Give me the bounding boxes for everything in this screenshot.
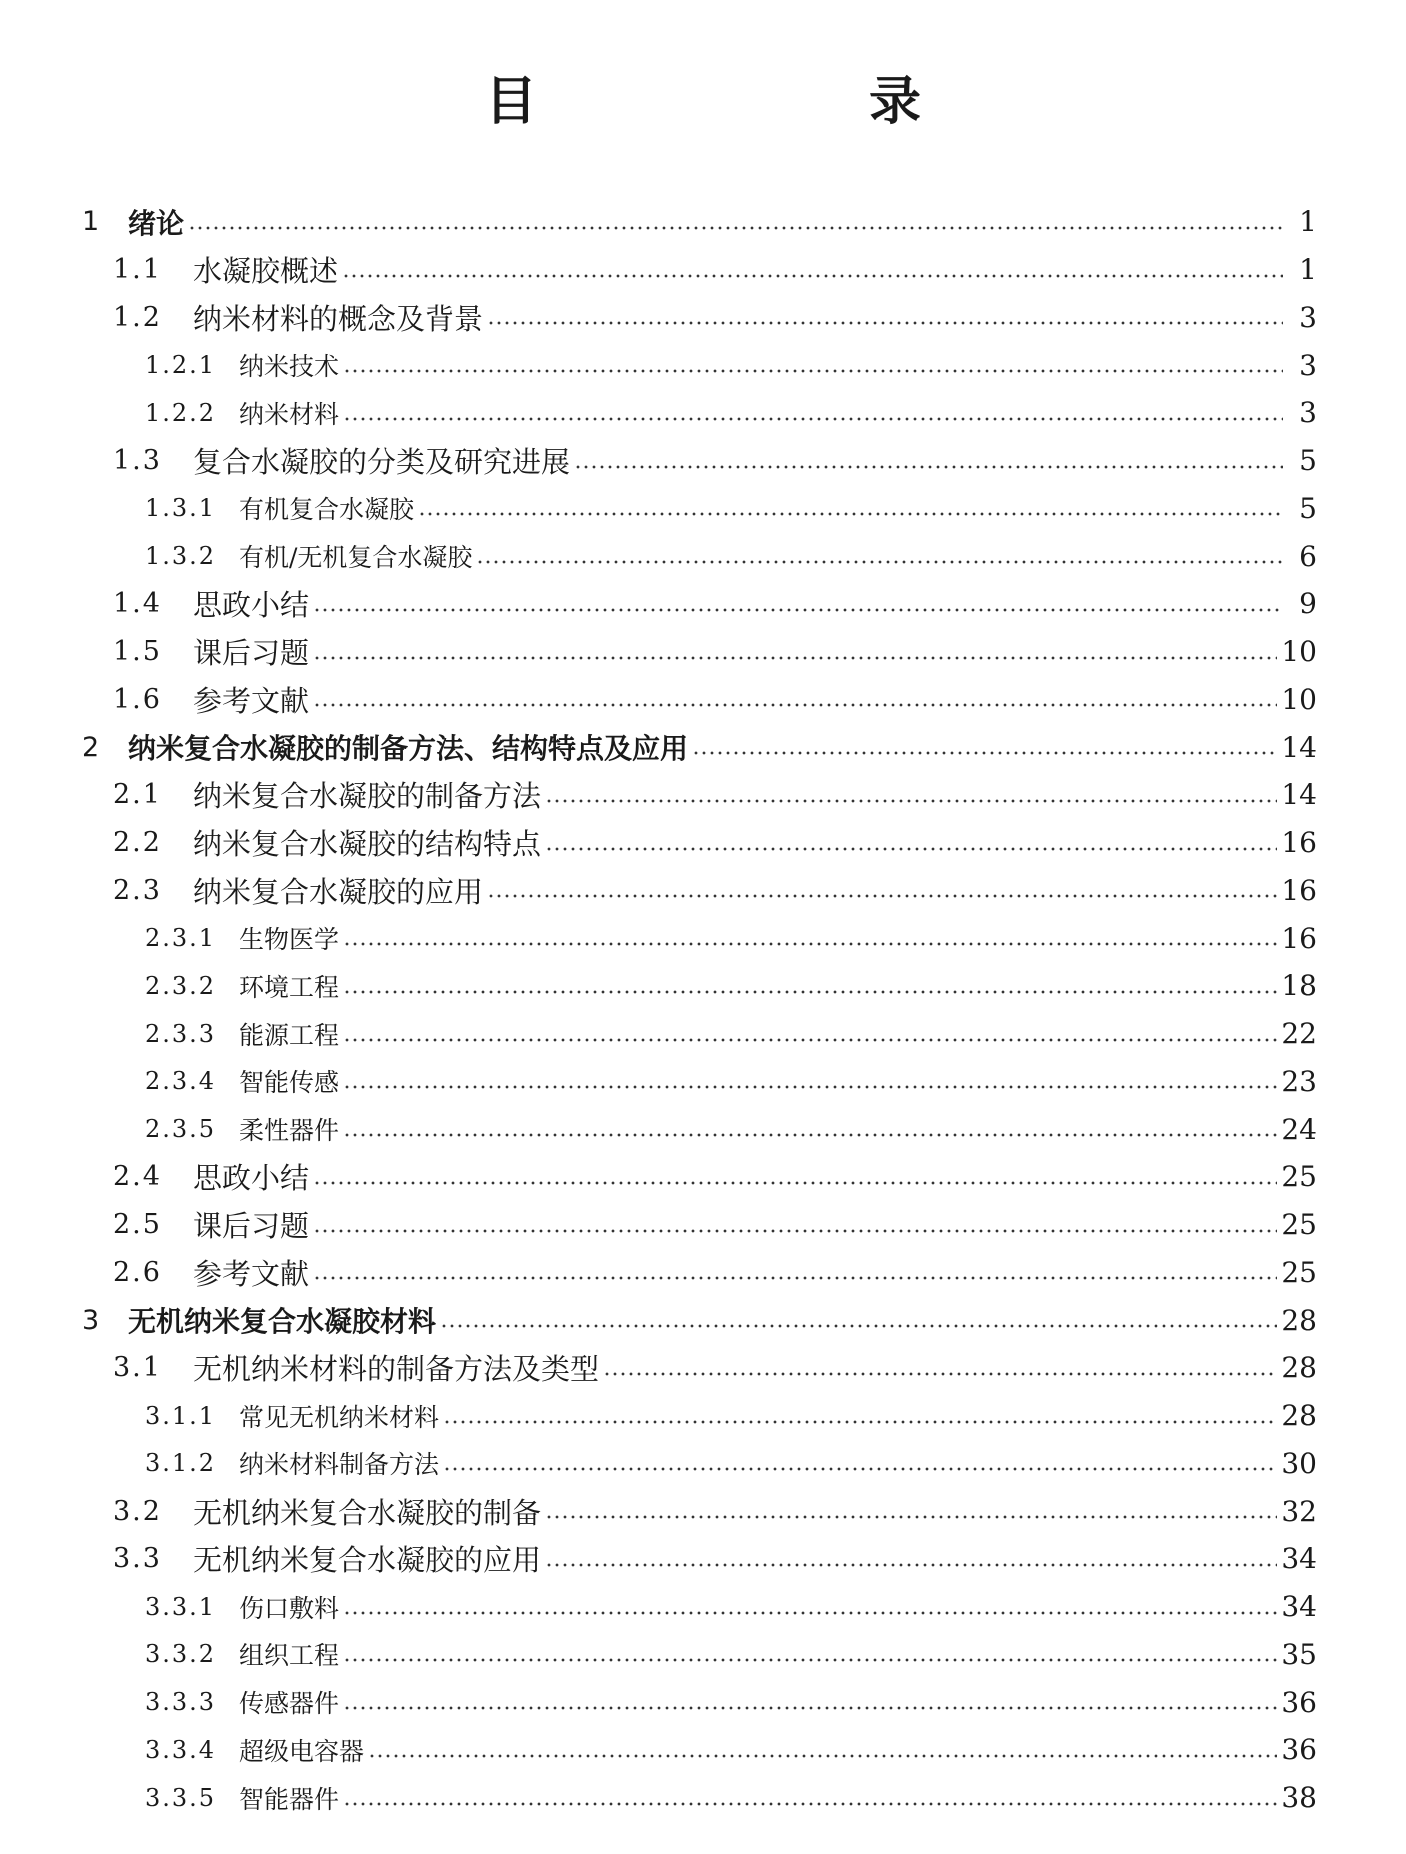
toc-entry-title: 传感器件 [239, 1689, 340, 1719]
toc-entry[interactable] [0, 532, 1406, 580]
toc-entry-page-number: 24 [1281, 1112, 1317, 1146]
toc-entry-number: 2.2 [113, 827, 162, 859]
dot-leader [476, 560, 1283, 564]
toc-entry-page-number: 35 [1281, 1637, 1317, 1671]
toc-entry[interactable] [0, 580, 1406, 628]
toc-entry[interactable] [0, 1583, 1406, 1631]
toc-entry-title: 绪论 [128, 206, 185, 240]
toc-entry-title: 无机纳米复合水凝胶的制备 [193, 1495, 542, 1530]
dot-leader [188, 226, 1283, 230]
toc-entry-title: 纳米复合水凝胶的制备方法 [193, 779, 542, 814]
toc-entry-page-number: 25 [1281, 1208, 1317, 1242]
toc-entry-number: 2 [82, 731, 100, 763]
toc-entry-page-number: 3 [1299, 348, 1317, 382]
toc-entry-page-number: 34 [1281, 1542, 1317, 1576]
toc-entry[interactable] [0, 1249, 1406, 1297]
toc-entry-title: 生物医学 [239, 925, 340, 955]
toc-entry-title: 有机/无机复合水凝胶 [239, 543, 473, 573]
toc-entry-page-number: 34 [1281, 1590, 1317, 1624]
toc-entry-number: 2.5 [113, 1209, 162, 1241]
toc-entry-title: 能源工程 [239, 1020, 340, 1050]
toc-entry-number: 1.4 [113, 588, 162, 620]
dot-leader [343, 1038, 1277, 1042]
toc-entry-page-number: 38 [1281, 1781, 1317, 1815]
dot-leader [545, 847, 1277, 851]
toc-entry-number: 2.1 [113, 779, 162, 811]
toc-entry-number: 2.3 [113, 874, 162, 906]
dot-leader [487, 894, 1277, 898]
toc-entry-title: 纳米材料制备方法 [239, 1450, 440, 1480]
toc-entry-page-number: 10 [1281, 682, 1317, 716]
toc-entry-title: 纳米技术 [239, 352, 340, 382]
dot-leader [487, 321, 1283, 325]
toc-entry[interactable] [0, 1201, 1406, 1249]
dot-leader [343, 1706, 1277, 1710]
toc-entry[interactable] [0, 1678, 1406, 1726]
toc-entry[interactable] [0, 1487, 1406, 1535]
toc-entry-number: 1.6 [113, 683, 162, 715]
table-of-contents [0, 198, 1406, 1822]
toc-entry-number: 3.3.5 [145, 1783, 217, 1812]
dot-leader [313, 608, 1283, 612]
toc-entry[interactable] [0, 819, 1406, 867]
toc-entry-title: 无机纳米复合水凝胶的应用 [193, 1543, 542, 1578]
toc-entry-title: 纳米材料 [239, 399, 340, 429]
toc-entry-number: 1.2.2 [145, 398, 217, 427]
dot-leader [313, 1181, 1277, 1185]
toc-entry-number: 3.1.2 [145, 1449, 217, 1478]
toc-entry[interactable] [0, 1774, 1406, 1822]
toc-entry-title: 思政小结 [193, 588, 310, 623]
toc-entry-title: 超级电容器 [239, 1736, 365, 1766]
toc-entry[interactable] [0, 246, 1406, 294]
page-title: 目 录 [484, 72, 1061, 132]
toc-entry-page-number: 14 [1281, 778, 1317, 812]
toc-entry-title: 纳米复合水凝胶的制备方法、结构特点及应用 [128, 732, 689, 766]
dot-leader [343, 990, 1277, 994]
dot-leader [343, 1802, 1277, 1806]
dot-leader [343, 1658, 1277, 1662]
toc-entry-number: 1.3 [113, 445, 162, 477]
toc-entry-page-number: 28 [1281, 1303, 1317, 1337]
toc-entry-page-number: 3 [1299, 396, 1317, 430]
toc-entry-title: 有机复合水凝胶 [239, 495, 415, 525]
toc-entry-page-number: 6 [1299, 539, 1317, 573]
dot-leader [343, 1133, 1277, 1137]
toc-entry-title: 纳米复合水凝胶的结构特点 [193, 827, 542, 862]
dot-leader [603, 1372, 1277, 1376]
dot-leader [443, 1467, 1277, 1471]
toc-entry-page-number: 25 [1281, 1255, 1317, 1289]
toc-entry[interactable] [0, 389, 1406, 437]
dot-leader [418, 512, 1283, 516]
toc-entry-page-number: 36 [1281, 1685, 1317, 1719]
toc-entry-page-number: 28 [1281, 1351, 1317, 1385]
toc-entry-title: 课后习题 [193, 1209, 310, 1244]
toc-entry-page-number: 25 [1281, 1160, 1317, 1194]
toc-entry[interactable] [0, 723, 1406, 771]
toc-entry[interactable] [0, 1010, 1406, 1058]
toc-entry-title: 无机纳米材料的制备方法及类型 [193, 1352, 600, 1387]
toc-entry-page-number: 1 [1299, 253, 1317, 287]
toc-entry[interactable] [0, 1726, 1406, 1774]
toc-entry-number: 3.2 [113, 1495, 162, 1527]
toc-entry[interactable] [0, 1058, 1406, 1106]
toc-entry-number: 2.6 [113, 1256, 162, 1288]
toc-entry-title: 参考文献 [193, 1256, 310, 1291]
toc-entry[interactable] [0, 437, 1406, 485]
toc-entry[interactable] [0, 1344, 1406, 1392]
toc-entry[interactable] [0, 341, 1406, 389]
toc-entry-title: 参考文献 [193, 683, 310, 718]
toc-entry[interactable] [0, 1296, 1406, 1344]
toc-entry-number: 3.3 [113, 1543, 162, 1575]
toc-entry-number: 3 [82, 1304, 100, 1336]
dot-leader [313, 703, 1277, 707]
toc-entry-number: 2.3.4 [145, 1067, 217, 1096]
toc-entry[interactable] [0, 867, 1406, 915]
toc-entry-page-number: 23 [1281, 1064, 1317, 1098]
toc-entry-number: 3.3.1 [145, 1592, 217, 1621]
toc-entry-title: 柔性器件 [239, 1116, 340, 1146]
toc-entry[interactable] [0, 1153, 1406, 1201]
dot-leader [545, 799, 1277, 803]
toc-entry-page-number: 22 [1281, 1017, 1317, 1051]
toc-entry[interactable] [0, 771, 1406, 819]
toc-entry[interactable] [0, 676, 1406, 724]
toc-entry[interactable] [0, 628, 1406, 676]
dot-leader [343, 369, 1283, 373]
toc-entry-page-number: 3 [1299, 300, 1317, 334]
toc-entry-page-number: 9 [1299, 587, 1317, 621]
toc-entry-title: 课后习题 [193, 636, 310, 671]
toc-entry-page-number: 18 [1281, 969, 1317, 1003]
dot-leader [574, 465, 1283, 469]
toc-entry-page-number: 28 [1281, 1399, 1317, 1433]
toc-entry[interactable] [0, 1392, 1406, 1440]
toc-entry-number: 3.1 [113, 1352, 162, 1384]
toc-entry[interactable] [0, 1440, 1406, 1488]
toc-entry[interactable] [0, 962, 1406, 1010]
toc-entry[interactable] [0, 1631, 1406, 1679]
toc-entry-title: 思政小结 [193, 1161, 310, 1196]
toc-entry-number: 1 [82, 206, 100, 238]
dot-leader [343, 1085, 1277, 1089]
dot-leader [313, 656, 1277, 660]
toc-entry-number: 2.3.2 [145, 971, 217, 1000]
toc-entry-number: 3.3.3 [145, 1688, 217, 1717]
toc-entry-number: 1.3.2 [145, 542, 217, 571]
toc-entry-number: 2.4 [113, 1161, 162, 1193]
toc-entry-page-number: 5 [1299, 491, 1317, 525]
toc-entry-title: 智能器件 [239, 1784, 340, 1814]
toc-entry-title: 智能传感 [239, 1068, 340, 1098]
toc-entry-page-number: 30 [1281, 1446, 1317, 1480]
toc-entry-page-number: 16 [1281, 921, 1317, 955]
toc-entry-page-number: 32 [1281, 1494, 1317, 1528]
toc-entry-number: 1.3.1 [145, 494, 217, 523]
dot-leader [545, 1515, 1277, 1519]
toc-entry-title: 纳米复合水凝胶的应用 [193, 874, 484, 909]
toc-entry-title: 无机纳米复合水凝胶材料 [128, 1305, 437, 1339]
toc-entry[interactable] [0, 914, 1406, 962]
dot-leader [313, 1229, 1277, 1233]
toc-entry[interactable] [0, 294, 1406, 342]
toc-entry-title: 组织工程 [239, 1641, 340, 1671]
toc-entry-title: 伤口敷料 [239, 1593, 340, 1623]
toc-entry-number: 2.3.5 [145, 1115, 217, 1144]
toc-entry-number: 3.3.4 [145, 1735, 217, 1764]
toc-entry-number: 1.5 [113, 636, 162, 668]
toc-entry-number: 1.2.1 [145, 351, 217, 380]
toc-entry-page-number: 36 [1281, 1733, 1317, 1767]
toc-entry-title: 纳米材料的概念及背景 [193, 301, 484, 336]
toc-entry-number: 1.1 [113, 254, 162, 286]
toc-entry-page-number: 10 [1281, 635, 1317, 669]
toc-entry-page-number: 16 [1281, 873, 1317, 907]
toc-entry-title: 环境工程 [239, 972, 340, 1002]
toc-entry-number: 3.3.2 [145, 1640, 217, 1669]
toc-entry[interactable] [0, 1535, 1406, 1583]
dot-leader [545, 1563, 1277, 1567]
dot-leader [343, 417, 1283, 421]
toc-entry[interactable] [0, 198, 1406, 246]
dot-leader [313, 1276, 1277, 1280]
toc-entry-page-number: 16 [1281, 826, 1317, 860]
toc-entry-number: 2.3.3 [145, 1019, 217, 1048]
toc-entry-title: 水凝胶概述 [193, 254, 339, 289]
toc-entry-number: 1.2 [113, 301, 162, 333]
toc-entry-title: 复合水凝胶的分类及研究进展 [193, 445, 571, 480]
toc-entry-page-number: 1 [1299, 205, 1317, 239]
dot-leader [368, 1754, 1277, 1758]
toc-entry-number: 3.1.1 [145, 1401, 217, 1430]
toc-entry[interactable] [0, 1105, 1406, 1153]
toc-entry-number: 2.3.1 [145, 924, 217, 953]
toc-entry-page-number: 5 [1299, 444, 1317, 478]
dot-leader [692, 751, 1277, 755]
toc-entry-title: 常见无机纳米材料 [239, 1402, 440, 1432]
dot-leader [342, 274, 1283, 278]
dot-leader [343, 942, 1277, 946]
toc-entry[interactable] [0, 485, 1406, 533]
toc-entry-page-number: 14 [1281, 730, 1317, 764]
dot-leader [440, 1324, 1277, 1328]
dot-leader [443, 1420, 1277, 1424]
dot-leader [343, 1611, 1277, 1615]
